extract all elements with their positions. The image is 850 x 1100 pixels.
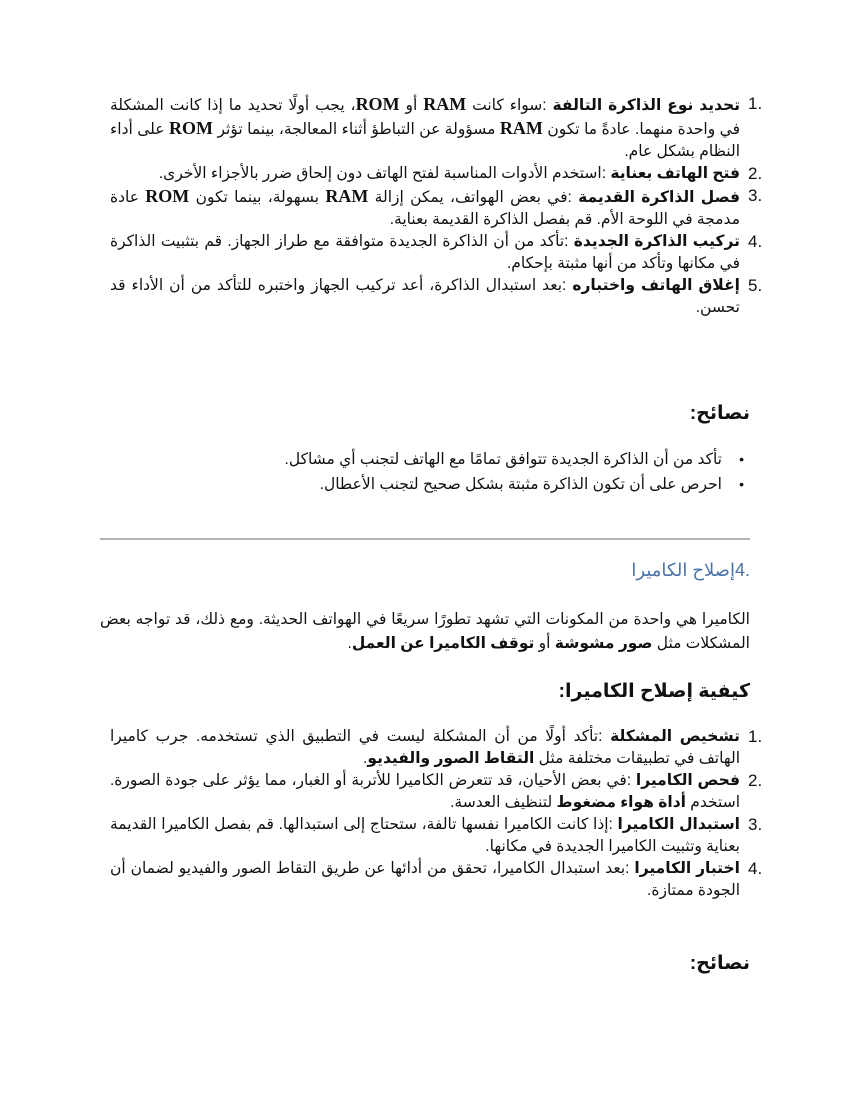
step-number: 5. [748, 276, 763, 295]
text-run: :في بعض الأحيان، قد تتعرض الكاميرا للأتربة أو الغبار، مما يؤثر على جودة الصورة. استخدم [110, 772, 740, 811]
section-title-camera-repair: .4إصلاح الكاميرا [631, 560, 750, 580]
bold-term: صور مشوشة [554, 635, 653, 652]
bullet-icon: • [739, 476, 744, 492]
how-to-heading-camera: كيفية إصلاح الكاميرا: [558, 681, 750, 702]
bold-term: تحديد نوع الذاكرة التالفة [552, 97, 741, 114]
list-item [110, 858, 763, 902]
text-run: . [363, 750, 368, 767]
tip-item [122, 447, 744, 472]
step-number: 4. [748, 232, 763, 251]
memory-type-term: ROM [169, 118, 214, 138]
ram-rom-steps-list [110, 93, 763, 319]
step-number: 2. [748, 771, 763, 790]
camera-steps-list [110, 726, 763, 902]
text-run: :إذا كانت الكاميرا نفسها تالفة، ستحتاج إلى استبدالها. قم بفصل الكاميرا القديمة بعناية وتثبيت الكاميرا الجديدة في مكانها. [110, 816, 740, 855]
list-item [110, 814, 763, 858]
memory-type-term: RAM [423, 94, 467, 114]
text-run: الكاميرا هي واحدة من المكونات التي تشهد تطورًا سريعًا في الهواتف الحديثة. ومع ذلك، قد تواجه بعض المشكلات مثل [100, 611, 750, 652]
bold-term: فصل الذاكرة القديمة [578, 189, 740, 206]
text-run: . [347, 635, 352, 652]
memory-type-term: RAM [499, 118, 543, 138]
text-run: أو [534, 635, 555, 652]
bold-term: أداة هواء مضغوط [556, 794, 686, 811]
step-number: 3. [748, 186, 763, 205]
memory-tips-list [122, 447, 744, 497]
bold-term: توقف الكاميرا عن العمل [351, 635, 535, 652]
step-number: 1. [748, 727, 763, 746]
memory-type-term: RAM [325, 186, 369, 206]
bold-term: تشخيص المشكلة [610, 728, 740, 745]
text-run: :في بعض الهواتف، يمكن إزالة [368, 189, 579, 206]
list-item [110, 185, 763, 231]
tips-heading-memory: نصائح: [689, 403, 750, 424]
text-run: :بعد استبدال الذاكرة، أعد تركيب الجهاز واختبره للتأكد من أن الأداء قد تحسن. [110, 277, 740, 316]
step-number: 3. [748, 815, 763, 834]
camera-intro-paragraph [100, 608, 750, 656]
memory-type-term: ROM [355, 94, 400, 114]
bold-term: فتح الهاتف بعناية [610, 165, 740, 182]
bold-term: استبدال الكاميرا [617, 816, 740, 833]
step-number: 2. [748, 164, 763, 183]
section-divider [100, 538, 750, 540]
text-run: على أداء النظام بشكل عام. [110, 121, 740, 160]
text-run: :تأكد من أن الذاكرة الجديدة متوافقة مع طراز الجهاز. قم بتثبيت الذاكرة في مكانها وتأكد من أنها مثبتة بإحكام. [110, 233, 740, 272]
list-item [110, 231, 763, 275]
text-run: أو [399, 97, 424, 114]
bold-term: فحص الكاميرا [635, 772, 740, 789]
tips-heading-camera: نصائح: [689, 953, 750, 974]
text-run: ، يجب أولًا تحديد ما إذا كانت المشكلة في واحدة منهما. عادةً ما تكون [110, 97, 740, 138]
bold-term: اختبار الكاميرا [634, 860, 740, 877]
list-item [110, 726, 763, 770]
text-run: :سواء كانت [466, 97, 553, 114]
list-item [110, 93, 763, 163]
text-run: لتنظيف العدسة. [450, 794, 557, 811]
list-item [110, 163, 763, 185]
text-run: :تأكد أولًا من أن المشكلة ليست في التطبيق الذي تستخدمه. جرب كاميرا الهاتف في تطبيقات مختلفة مثل [110, 728, 740, 767]
step-number: 4. [748, 859, 763, 878]
bold-term: التقاط الصور والفيديو [367, 750, 535, 767]
bullet-icon: • [739, 451, 744, 467]
bold-term: تركيب الذاكرة الجديدة [573, 233, 740, 250]
tip-text: احرص على أن تكون الذاكرة مثبتة بشكل صحيح لتجنب الأعطال. [319, 476, 722, 493]
list-item [110, 275, 763, 319]
text-run: :استخدم الأدوات المناسبة لفتح الهاتف دون إلحاق ضرر بالأجزاء الأخرى. [158, 165, 611, 182]
text-run: بسهولة، بينما تكون [189, 189, 326, 206]
text-run: مسؤولة عن التباطؤ أثناء المعالجة، بينما تؤثر [213, 121, 500, 138]
text-run: عادة مدمجة في اللوحة الأم. قم بفصل الذاكرة القديمة بعناية. [110, 189, 740, 228]
list-item [110, 770, 763, 814]
tip-item [122, 472, 744, 497]
bold-term: إغلاق الهاتف واختباره [572, 277, 740, 294]
text-run: :بعد استبدال الكاميرا، تحقق من أدائها عن طريق التقاط الصور والفيديو لضمان أن الجودة ممتازة. [110, 860, 740, 899]
step-number: 1. [748, 94, 763, 113]
memory-type-term: ROM [145, 186, 190, 206]
tip-text: تأكد من أن الذاكرة الجديدة تتوافق تمامًا مع الهاتف لتجنب أي مشاكل. [284, 451, 722, 468]
